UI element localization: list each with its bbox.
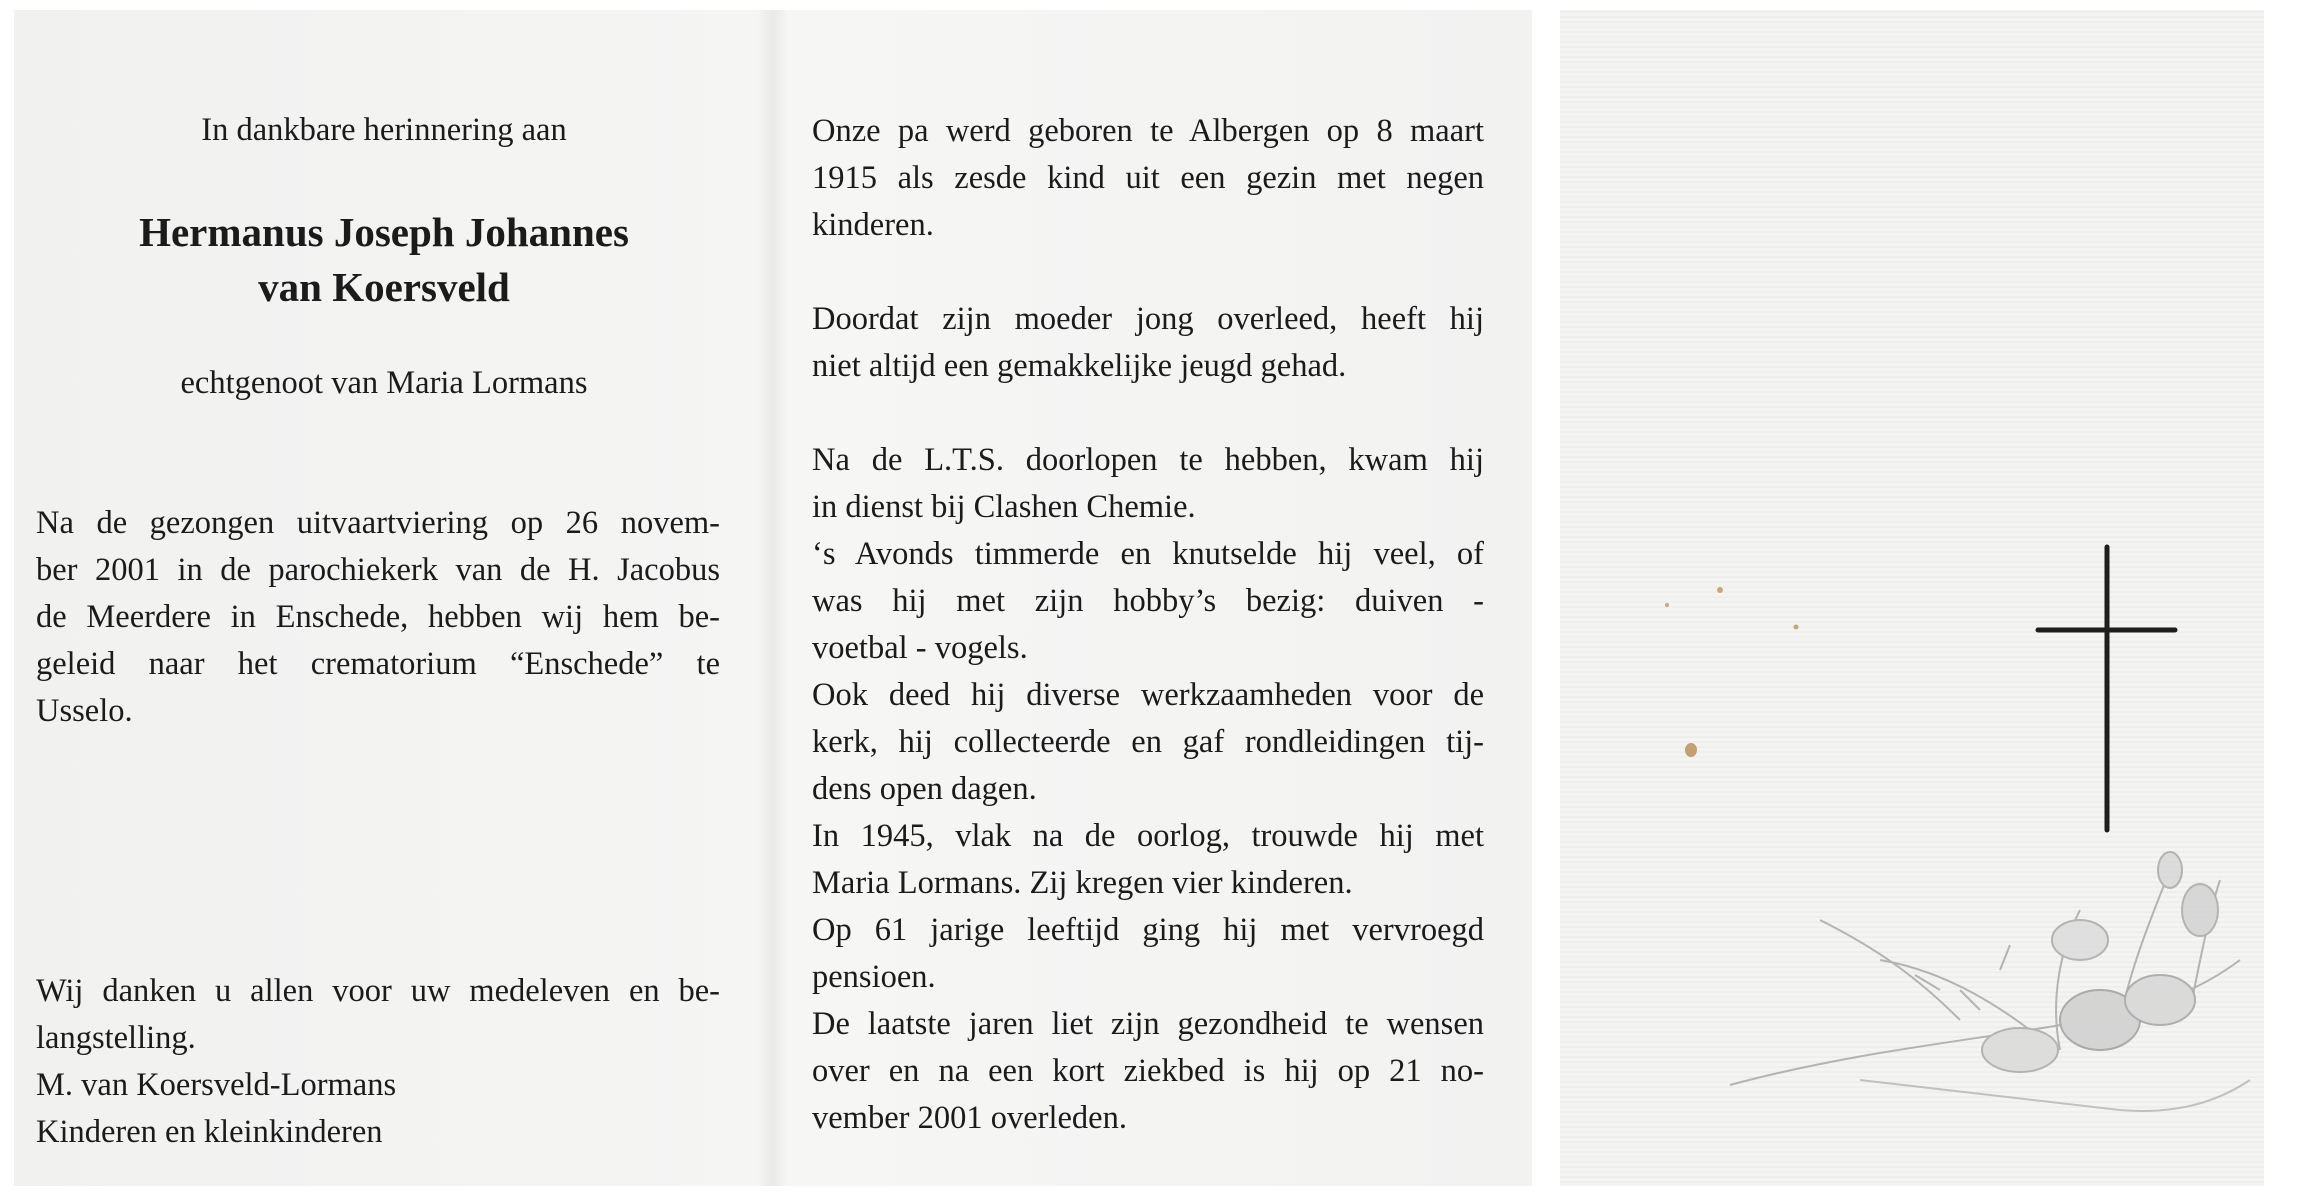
text-line: In 1945, vlak na de oorlog, trouwde hij met [812,818,1484,854]
text-line: Doordat zijn moeder jong overleed, heeft hij [812,301,1484,337]
text-line: Ook deed hij diverse werkzaamheden voor de [812,677,1484,713]
funeral-paragraph [36,500,720,735]
cover-art [1560,10,2264,1186]
text-line: Wij danken u allen voor uw medeleven en be- [36,973,720,1009]
text-line: Na de gezongen uitvaartviering op 26 novem- [36,505,720,541]
text-line: dens open dagen. [812,771,1037,807]
text-line: de Meerdere in Enschede, hebben wij hem be- [36,599,720,635]
text-line: ‘s Avonds timmerde en knutselde hij veel, of [812,536,1484,572]
flowers-illustration [1730,852,2250,1111]
text-line: M. van Koersveld-Lormans [36,1067,397,1103]
text-line: Onze pa werd geboren te Albergen op 8 maart [812,113,1484,149]
thanks-paragraph [36,968,720,1156]
text-line: vember 2001 overleden. [812,1100,1127,1136]
deceased-name-line-1: Hermanus Joseph Johannes [139,209,629,255]
cross-icon [2038,547,2175,830]
text-line: Usselo. [36,693,133,729]
text-line: kerk, hij collecteerde en gaf rondleidingen tij- [812,724,1484,760]
memorial-card-inside [14,10,1532,1186]
biography-text [812,108,1484,1142]
text-line: was hij met zijn hobby’s bezig: duiven - [812,583,1484,619]
spouse-text: echtgenoot van Maria Lormans [180,365,588,401]
text-line: 1915 als zesde kind uit een gezin met negen [812,160,1484,196]
text-line: pensioen. [812,959,936,995]
text-line: De laatste jaren liet zijn gezondheid te wensen [812,1006,1484,1042]
text-line: Na de L.T.S. doorlopen te hebben, kwam hij [812,442,1484,478]
intro-text: In dankbare herinnering aan [201,112,567,148]
text-line: in dienst bij Clashen Chemie. [812,489,1196,525]
stains [1665,587,1799,757]
text-line: over en na een kort ziekbed is hij op 21 no- [812,1053,1484,1089]
text-line: langstelling. [36,1020,196,1056]
deceased-name-line-2: van Koersveld [258,264,510,310]
text-line: Kinderen en kleinkinderen [36,1114,383,1150]
text-line: Maria Lormans. Zij kregen vier kinderen. [812,865,1353,901]
text-line: geleid naar het crematorium “Enschede” te [36,646,720,682]
text-line: niet altijd een gemakkelijke jeugd gehad. [812,348,1347,384]
memorial-card-cover [1560,10,2264,1186]
text-line: ber 2001 in de parochiekerk van de H. Jacobus [36,552,720,588]
text-line: voetbal - vogels. [812,630,1028,666]
text-line: kinderen. [812,207,934,243]
text-line: Op 61 jarige leeftijd ging hij met vervroegd [812,912,1484,948]
